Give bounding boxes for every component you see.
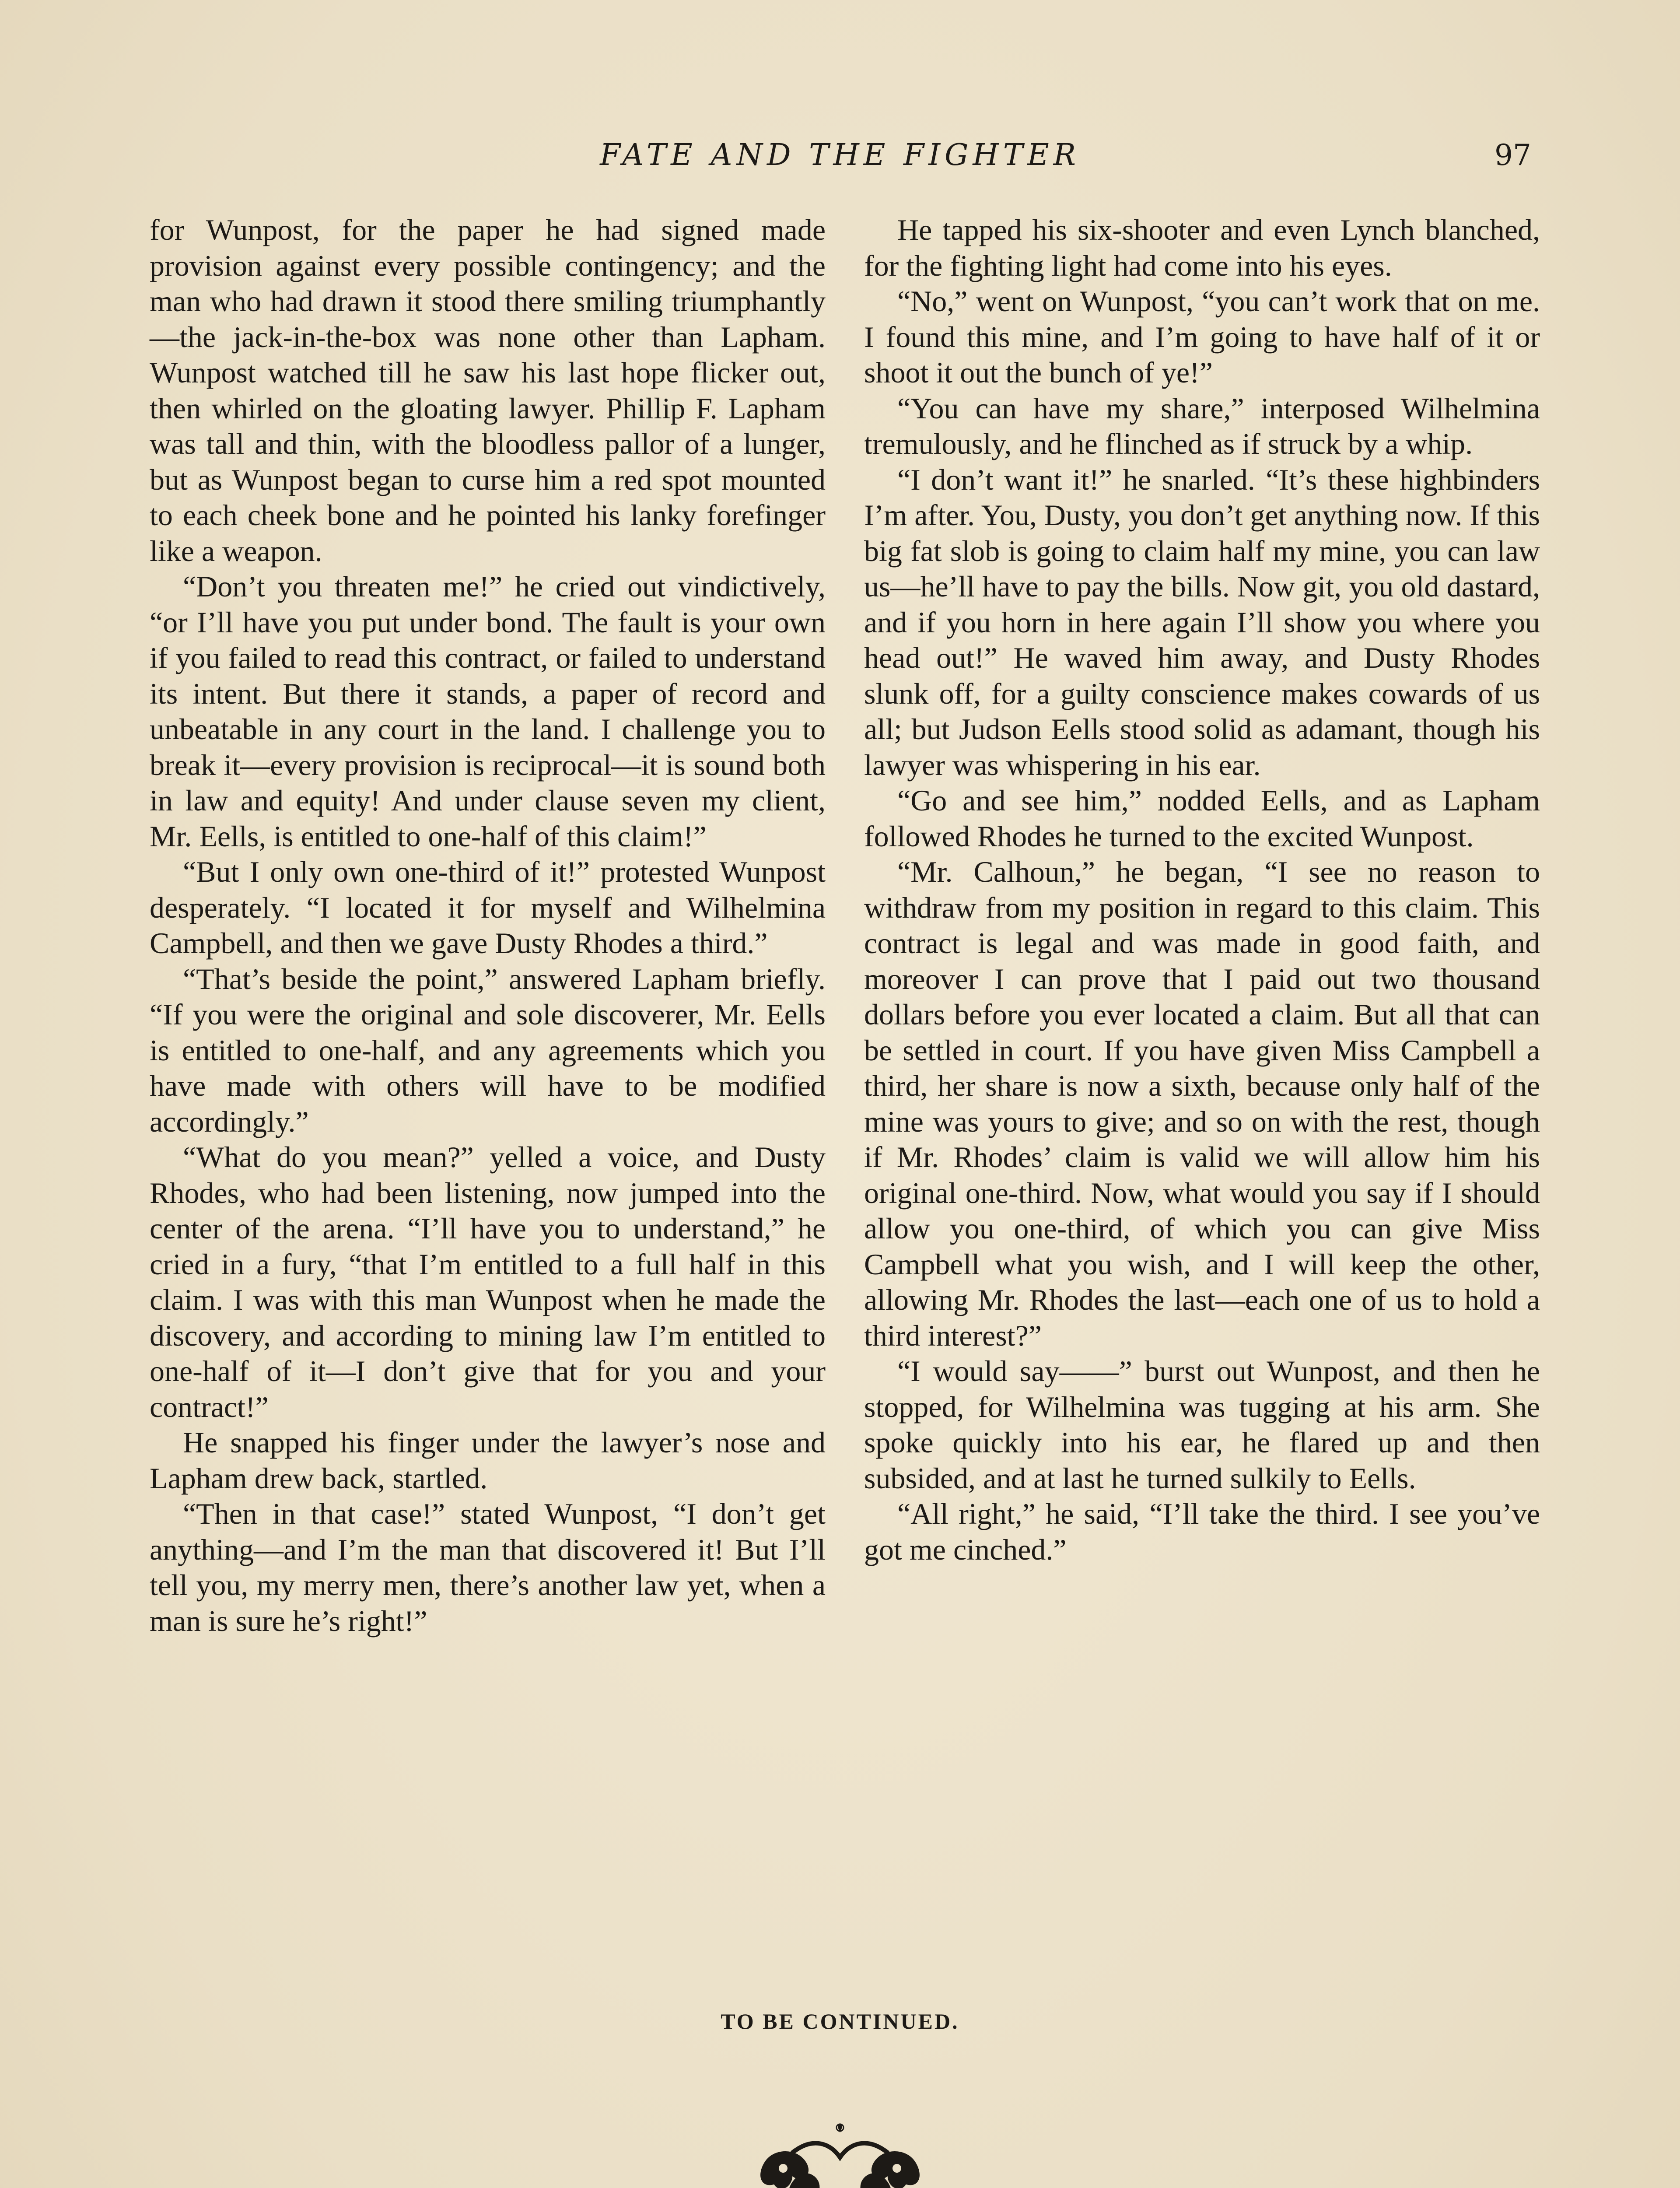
paragraph: “You can have my share,” interposed Wilhelmina tremulously, and he flinched as if struck by a whip.	[864, 391, 1540, 460]
paragraph: “All right,” he said, “I’ll take the third. I see you’ve got me cinched.”	[864, 1497, 1540, 1566]
paragraph: “No,” went on Wunpost, “you can’t work that on me. I found this mine, and I’m going to have half of it or shoot it out the bunch of ye!”	[864, 284, 1540, 389]
paragraph: He tapped his six-shooter and even Lynch blanched, for the fighting light had come into his eyes.	[864, 213, 1540, 282]
paragraph: “I would say——” burst out Wunpost, and then he stopped, for Wilhelmina was tugging at his arm. She spoke quickly into his ear, he flared up and then subsided, and at last he turned sulkily to Eells.	[864, 1354, 1540, 1495]
paragraph: for Wunpost, for the paper he had signed made provision against every possible contingency; and the man who had drawn it stood there smiling triumphantly—the jack-in-the-box was none other than Lapham. Wunpost watched till he saw his last hope flicker out, then whirled on the gloating lawyer. Phillip F. Lapham was tall and thin, with the bloodless pallor of a lunger, but as Wunpost began to curse him a red spot mounted to each cheek bone and he pointed his lanky forefinger like a weapon.	[150, 213, 826, 568]
leaf-ornament-icon	[748, 2118, 932, 2188]
paragraph: “But I only own one-third of it!” protested Wunpost desperately. “I located it for myself and Wilhelmina Campbell, and then we gave Dusty Rhodes a third.”	[150, 855, 826, 960]
paragraph: “What do you mean?” yelled a voice, and Dusty Rhodes, who had been listening, now jumped into the center of the arena. “I’ll have you to understand,” he cried in a fury, “that I’m entitled to a full half in this claim. I was with this man Wunpost when he made the discovery, and according to mining law I’m entitled to one-half of it—I don’t give that for you and your contract!”	[150, 1140, 826, 1424]
page-header	[149, 131, 1531, 179]
to-be-continued-note: TO BE CONTINUED.	[721, 2009, 959, 2034]
page-number: 97	[1494, 138, 1531, 172]
paragraph: “I don’t want it!” he snarled. “It’s these highbinders I’m after. You, Dusty, you don’t get anything now. If this big fat slob is going to claim half my mine, you can law us—he’ll have to pay the bills. Now git, you old dastard, and if you horn in here again I’ll show you where you head out!” He waved him away, and Dusty Rhodes slunk off, for a guilty conscience makes cowards of us all; but Judson Eells stood solid as adamant, though his lawyer was whispering in his ear.	[864, 463, 1540, 782]
right-text-column	[864, 212, 1540, 1567]
running-title: FATE AND THE FIGHTER	[600, 138, 1080, 172]
paragraph: He snapped his finger under the lawyer’s nose and Lapham drew back, startled.	[150, 1426, 826, 1495]
paragraph: “That’s beside the point,” answered Lapham briefly. “If you were the original and sole discoverer, Mr. Eells is entitled to one-half, and any agreements which you have made with others will have to be modified accordingly.”	[150, 962, 826, 1138]
paragraph: “Don’t you threaten me!” he cried out vindictively, “or I’ll have you put under bond. The fault is your own if you failed to read this contract, or failed to understand its intent. But there it stands, a paper of record and unbeatable in any court in the land. I challenge you to break it—every provision is reciprocal—it is sound both in law and equity! And under clause seven my client, Mr. Eells, is entitled to one-half of this claim!”	[150, 570, 826, 853]
paragraph: “Mr. Calhoun,” he began, “I see no reason to withdraw from my position in regard to this claim. This contract is legal and was made in good faith, and moreover I can prove that I paid out two thousand dollars before you ever located a claim. But all that can be settled in court. If you have given Miss Campbell a third, her share is now a sixth, because only half of the mine was yours to give; and so on with the rest, though if Mr. Rhodes’ claim is valid we will allow him his original one-third. Now, what would you say if I should allow you one-third, of which you can give Miss Campbell what you wish, and I will keep the other, allowing Mr. Rhodes the last—each one of us to hold a third interest?”	[864, 855, 1540, 1352]
left-text-column	[150, 212, 826, 1639]
paragraph: “Go and see him,” nodded Eells, and as Lapham followed Rhodes he turned to the excited Wunpost.	[864, 784, 1540, 853]
paragraph: “Then in that case!” stated Wunpost, “I don’t get anything—and I’m the man that discovered it! But I’ll tell you, my merry men, there’s another law yet, when a man is sure he’s right!”	[150, 1497, 826, 1637]
